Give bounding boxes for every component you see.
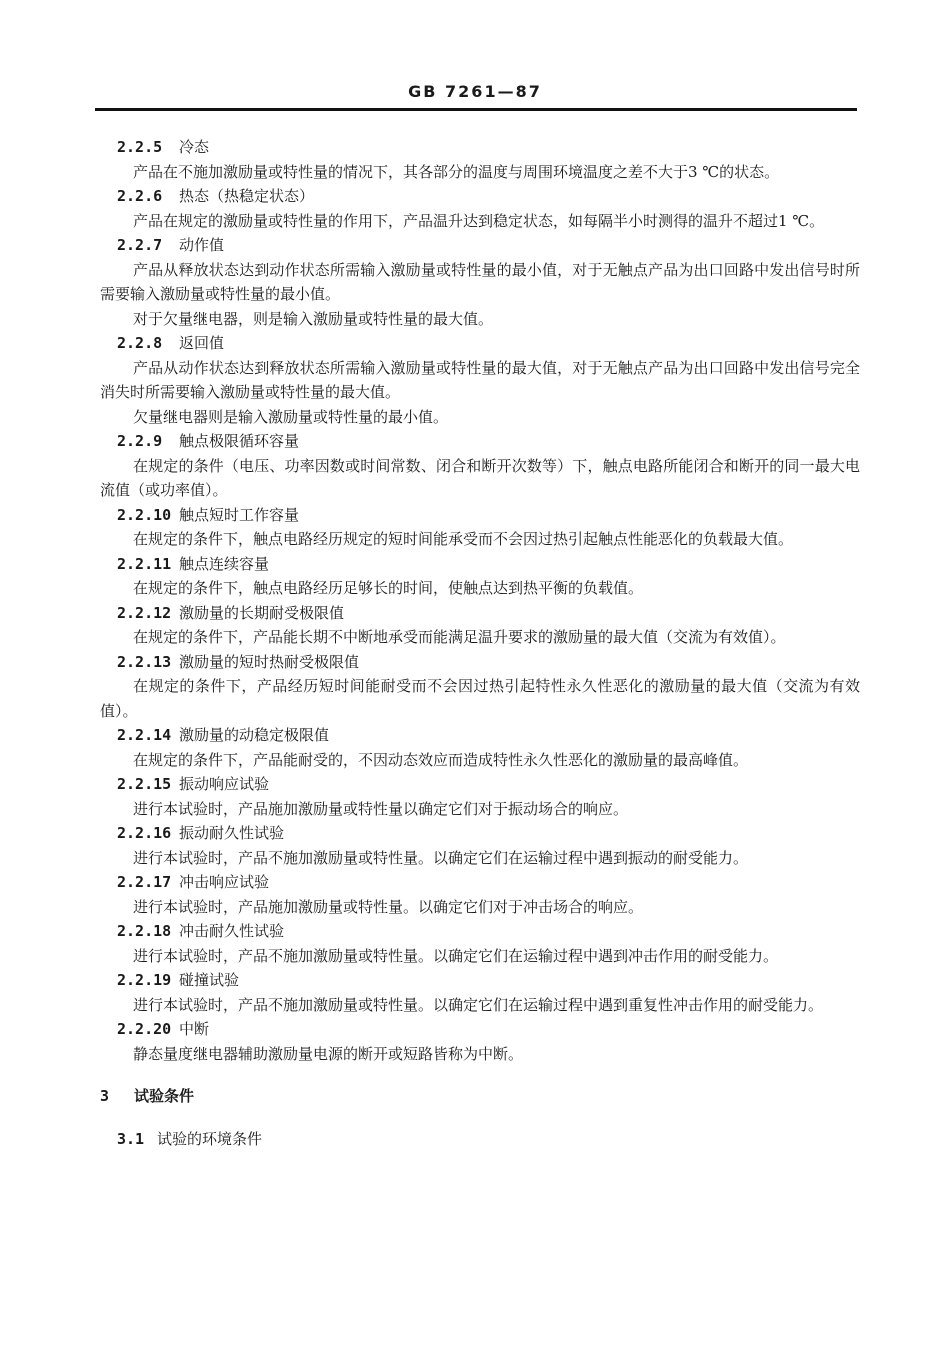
clause-number: 2.2.10 — [117, 505, 172, 524]
clause-title: 激励量的短时热耐受极限值 — [179, 652, 360, 671]
document-body — [100, 135, 860, 1151]
clause-paragraph: 产品在规定的激励量或特性量的作用下，产品温升达到稳定状态，如每隔半小时测得的温升不超过1 ℃。 — [133, 211, 825, 230]
clause-paragraph: 对于欠量继电器，则是输入激励量或特性量的最大值。 — [133, 309, 494, 328]
clause-number: 2.2.9 — [117, 432, 163, 450]
clause-paragraph: 在规定的条件下，触点电路经历足够长的时间，使触点达到热平衡的负载值。 — [133, 579, 644, 597]
clause-heading — [100, 184, 860, 209]
clause-title: 激励量的长期耐受极限值 — [179, 603, 345, 622]
clause-paragraph: 进行本试验时，产品不施加激励量或特性量。以确定它们在运输过程中遇到冲击作用的耐受能力。 — [133, 946, 779, 965]
subsection-number: 3.1 — [117, 1129, 145, 1148]
clause-number: 2.2.20 — [117, 1020, 172, 1038]
document-header: GB 7261—87 — [408, 82, 542, 101]
clause-number: 2.2.7 — [117, 236, 163, 254]
clause-number: 2.2.8 — [117, 334, 163, 352]
clause-paragraph: 在规定的条件下，产品能长期不中断地承受而能满足温升要求的激励量的最大值（交流为有效值）。 — [133, 628, 786, 646]
section-heading — [100, 1084, 860, 1109]
clause-title: 振动响应试验 — [179, 775, 270, 793]
clause-number: 2.2.6 — [117, 187, 163, 205]
clause-title: 触点极限循环容量 — [179, 432, 300, 450]
clause-heading — [100, 772, 860, 797]
clause-paragraph: 欠量继电器则是输入激励量或特性量的最小值。 — [133, 407, 449, 426]
clause-heading — [100, 968, 860, 993]
clause-number: 2.2.11 — [117, 554, 172, 573]
clause-heading — [100, 429, 860, 454]
clause-heading — [100, 135, 860, 160]
clause-number: 2.2.19 — [117, 971, 172, 989]
clause-paragraph: 产品从动作状态达到释放状态所需输入激励量或特性量的最大值，对于无触点产品为出口回路中发出信号完全消失时所需要输入激励量或特性量的最大值。 — [100, 358, 860, 401]
subsection-heading — [100, 1127, 860, 1152]
clause-paragraph: 产品从释放状态达到动作状态所需输入激励量或特性量的最小值，对于无触点产品为出口回路中发出信号时所需要输入激励量或特性量的最小值。 — [100, 260, 860, 303]
clause-paragraph: 进行本试验时，产品不施加激励量或特性量。以确定它们在运输过程中遇到重复性冲击作用的耐受能力。 — [133, 995, 824, 1014]
clause-heading — [100, 552, 860, 577]
clause-title: 振动耐久性试验 — [179, 824, 285, 842]
clause-heading — [100, 870, 860, 895]
clause-heading — [100, 821, 860, 846]
clause-heading — [100, 1017, 860, 1042]
clause-heading — [100, 233, 860, 258]
clause-paragraph: 在规定的条件下，产品经历短时间能耐受而不会因过热引起特性永久性恶化的激励量的最大值（交流为有效值）。 — [100, 677, 860, 720]
clause-paragraph: 在规定的条件下，触点电路经历规定的短时间能承受而不会因过热引起触点性能恶化的负载最大值。 — [133, 530, 794, 548]
clause-number: 2.2.12 — [117, 603, 172, 622]
section-number: 3 — [100, 1087, 110, 1105]
clause-title: 冲击响应试验 — [179, 873, 270, 891]
clause-number: 2.2.17 — [117, 873, 172, 891]
clause-number: 2.2.14 — [117, 726, 172, 744]
clause-number: 2.2.13 — [117, 652, 172, 671]
clause-number: 2.2.15 — [117, 775, 172, 793]
clause-title: 动作值 — [179, 236, 225, 254]
section-title: 试验条件 — [134, 1087, 195, 1105]
clause-paragraph: 产品在不施加激励量或特性量的情况下，其各部分的温度与周围环境温度之差不大于3 ℃的状态。 — [133, 162, 780, 181]
header-rule — [95, 108, 857, 111]
clause-title: 中断 — [179, 1020, 210, 1038]
clause-heading — [100, 503, 860, 528]
clause-title: 激励量的动稳定极限值 — [179, 726, 330, 744]
clause-heading — [100, 601, 860, 626]
clause-number: 2.2.5 — [117, 138, 163, 156]
clause-paragraph: 进行本试验时，产品不施加激励量或特性量。以确定它们在运输过程中遇到振动的耐受能力。 — [133, 848, 749, 867]
clause-title: 返回值 — [179, 334, 225, 352]
clause-title: 碰撞试验 — [179, 971, 240, 989]
clause-title: 冲击耐久性试验 — [179, 922, 285, 940]
clause-paragraph: 进行本试验时，产品施加激励量或特性量。以确定它们对于冲击场合的响应。 — [133, 897, 644, 916]
clause-number: 2.2.18 — [117, 922, 172, 940]
clause-title: 触点短时工作容量 — [179, 505, 300, 524]
clause-paragraph: 进行本试验时，产品施加激励量或特性量以确定它们对于振动场合的响应。 — [133, 799, 629, 818]
clause-paragraph: 在规定的条件下，产品能耐受的，不因动态效应而造成特性永久性恶化的激励量的最高峰值。 — [133, 750, 749, 769]
clause-title: 触点连续容量 — [179, 554, 270, 573]
clause-heading — [100, 650, 860, 675]
clause-heading — [100, 331, 860, 356]
clause-paragraph: 静态量度继电器辅助激励量电源的断开或短路皆称为中断。 — [133, 1044, 524, 1063]
clause-title: 冷态 — [179, 138, 210, 156]
clause-paragraph: 在规定的条件（电压、功率因数或时间常数、闭合和断开次数等）下，触点电路所能闭合和断开的同一最大电流值（或功率值）。 — [100, 456, 860, 499]
clause-heading — [100, 919, 860, 944]
clause-title: 热态（热稳定状态） — [179, 187, 315, 205]
clause-number: 2.2.16 — [117, 824, 172, 842]
subsection-title: 试验的环境条件 — [157, 1129, 263, 1148]
clause-heading — [100, 723, 860, 748]
